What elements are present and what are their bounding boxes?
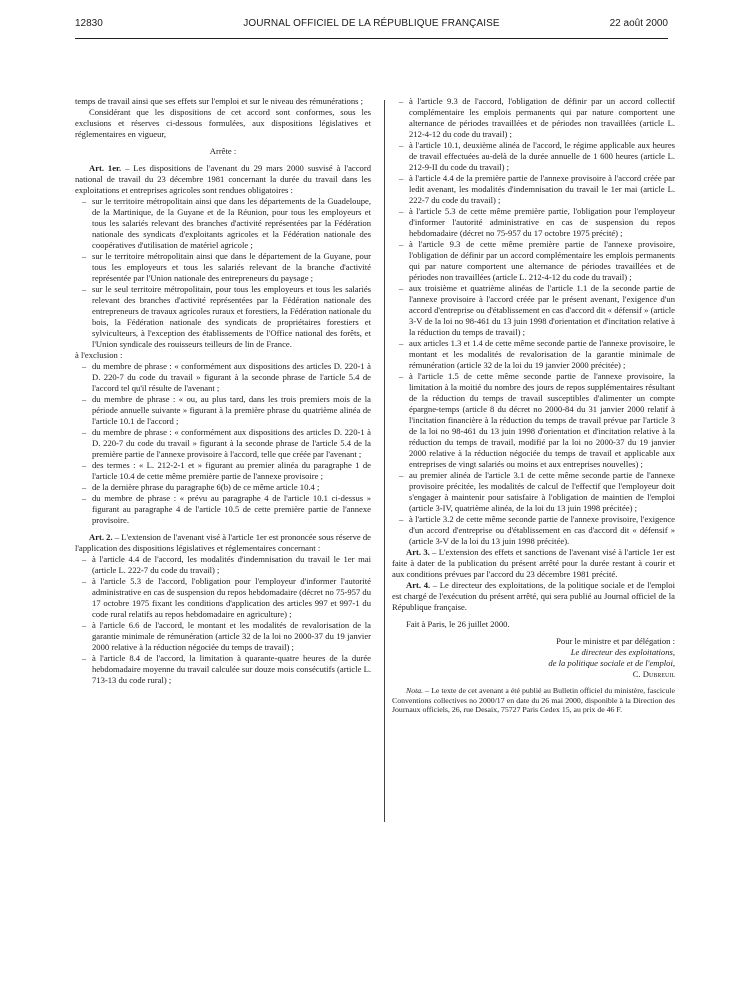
article-3-label: Art. 3. <box>406 547 430 557</box>
list-item: – à l'article 9.3 de cette même première partie de l'annexe provisoire, l'obligation de définir par un accord complémentaire les emplois permanents qui par nature comportent une alternance de périodes travaillées et de périodes non travaillées (article L. 212-4-12 du code du travail) ; <box>392 239 675 283</box>
article-2-label: Art. 2. <box>89 532 113 542</box>
left-column <box>75 96 371 686</box>
article-2-text: – L'extension de l'avenant visé à l'article 1er est prononcée sous réserve de l'application des dispositions législatives et réglementaires concernant : <box>75 532 371 553</box>
signature-title: Le directeur des exploitations, <box>570 647 675 657</box>
exclusion-list <box>75 361 371 526</box>
article-4-text: – Le directeur des exploitations, de la politique sociale et de l'emploi est chargé de l'exécution du présent arrêté, qui sera publié au Journal officiel de la République française. <box>392 580 675 612</box>
article-3-text: – L'extension des effets et sanctions de l'avenant visé à l'article 1er est faite à dater de la publication du présent arrêté pour la durée restant à courir et aux conditions prévues par l'accord du 23 décembre 1981 précité. <box>392 547 675 579</box>
list-item: – à l'article 5.3 de l'accord, l'obligation pour l'employeur d'informer l'autorité administrative en cas de suspension du repos hebdomadaire (décret no 75-957 du 17 octobre 1975 fixant les conditions d'application des articles 997 et 997-1 du code rural relatifs au repos hebdomadaire en agriculture) ; <box>75 576 371 620</box>
list-item: – aux articles 1.3 et 1.4 de cette même seconde partie de l'annexe provisoire, le montant et les modalités de revalorisation de la garantie minimale de rémunération (article 32 de la loi du 19 janvier 2000 précitée) ; <box>392 338 675 371</box>
page-number: 12830 <box>75 18 103 29</box>
nota <box>392 686 675 715</box>
list-item: – à l'article 5.3 de cette même première partie, l'obligation pour l'employeur d'informer l'autorité administrative en cas de suspension du repos hebdomadaire (décret no 75-957 du 17 octobre 1975 précité) ; <box>392 206 675 239</box>
right-column <box>392 96 675 715</box>
paragraph: temps de travail ainsi que ses effets sur l'emploi et sur le niveau des rémunérations ; <box>75 96 364 106</box>
article-2-list <box>75 554 371 686</box>
list-item: – à l'article 1.5 de cette même seconde partie de l'annexe provisoire, la limitation à la moitié du nombre des jours de repos supplémentaires résultant de la réduction du temps de travail susceptibles d'alimenter un compte épargne-temps (article 8 du décret no 2000-84 du 31 janvier 2000 relatif à l'incitation financière à la réduction du temps de travail prévue par l'article 3 de la loi no 98-461 du 13 juin 1998 d'orientation et d'incitation relative à la réduction du temps de travail, modifié par la loi no 2000-37 du 19 janvier 2000 relative à la réduction négociée du temps de travail et applicable aux entreprises de vingt salariés ou moins et aux entreprises nouvelles) ; <box>392 371 675 470</box>
list-item: – à l'article 9.3 de l'accord, l'obligation de définir par un accord collectif complémentaire les emplois permanents qui par nature comportent une alternance de périodes travaillées et de périodes non travaillées (article L. 212-4-12 du code du travail) ; <box>392 96 675 140</box>
article-3 <box>392 547 675 580</box>
issue-date: 22 août 2000 <box>609 18 668 29</box>
article-4 <box>392 580 675 613</box>
column-divider <box>384 100 385 822</box>
article-4-label: Art. 4. <box>406 580 431 590</box>
paragraph-considerant: Considérant que les dispositions de cet accord sont conformes, sous les exclusions et réserves ci-dessous formulées, aux dispositions législatives et réglementaires en vigueur, <box>75 107 371 139</box>
list-item: – à l'article 6.6 de l'accord, le montant et les modalités de revalorisation de la garantie minimale de rémunération (article 32 de la loi no 2000-37 du 19 janvier 2000 relative à la réduction négociée du temps de travail) ; <box>75 620 371 653</box>
list-item: – à l'article 3.2 de cette même seconde partie de l'annexe provisoire, l'exigence d'un accord d'entreprise ou d'établissement en cas d'accord dit « défensif » (article 3-V de la loi du 13 juin 1998 précitée). <box>392 514 675 547</box>
list-item: – au premier alinéa de l'article 3.1 de cette même seconde partie de l'annexe provisoire précitée, les modalités de calcul de l'effectif que l'employeur doit s'engager à maintenir pour satisfaire à l'obligation de maintien de l'emploi (article 3-IV, quatrième alinéa, de la loi du 13 juin 1998 précitée) ; <box>392 470 675 514</box>
article-1-list <box>75 196 371 350</box>
list-item: – du membre de phrase : « prévu au paragraphe 4 de l'article 10.1 ci-dessus » figurant au paragraphe 4 de l'article 10.5 de cette première partie de l'annexe provisoire. <box>75 493 371 526</box>
list-item: – sur le territoire métropolitain ainsi que dans le département de la Guyane, pour tous les employeurs et tous les salariés relevant de la branche d'activité représentée par l'Union nationale des entrepreneurs du paysage ; <box>75 251 371 284</box>
article-1-label: Art. 1er. <box>89 163 122 173</box>
list-item: – à l'article 4.4 de la première partie de l'annexe provisoire à l'accord créée par ledit avenant, les modalités d'indemnisation du travail le 1er mai (article L. 222-7 du code du travail) ; <box>392 173 675 206</box>
article-2 <box>75 532 371 554</box>
header-rule <box>75 38 668 39</box>
nota-label: Nota. <box>406 686 424 695</box>
article-1-text: – Les dispositions de l'avenant du 29 mars 2000 susvisé à l'accord national de travail du 23 décembre 1981 concernant la durée du travail dans les exploitations et entreprises agricoles sont rendues obligatoires : <box>75 163 371 195</box>
list-item: – aux troisième et quatrième alinéas de l'article 1.1 de la seconde partie de l'annexe provisoire à l'accord créée par le présent avenant, l'exigence d'un accord d'entreprise ou d'établissement en cas d'accord dit « défensif » (article 3-V de la loi no 98-461 du 13 juin 1998 d'orientation et d'incitation relative à la réduction du temps de travail) ; <box>392 283 675 338</box>
arrete-heading: Arrête : <box>209 146 237 156</box>
list-item: – à l'article 4.4 de l'accord, les modalités d'indemnisation du travail le 1er mai (article L. 222-7 du code du travail) ; <box>75 554 371 576</box>
list-item: – à l'article 10.1, deuxième alinéa de l'accord, le régime applicable aux heures de travail effectuées au-delà de la durée annuelle de 1 600 heures (article L. 212-9-II du code du travail) ; <box>392 140 675 173</box>
signature-title: de la politique sociale et de l'emploi, <box>548 658 675 668</box>
nota-text: – Le texte de cet avenant a été publié au Bulletin officiel du ministère, fascicule Conventions collectives no 2000/17 en date du 26 mai 2000, disponible à la Direction des Journaux officiels, 26, rue Desaix, 75727 Paris Cedex 15, au prix de 46 F. <box>392 686 675 714</box>
list-item: – des termes : « L. 212-2-1 et » figurant au premier alinéa du paragraphe 1 de l'article 10.4 de cette même première partie de l'annexe provisoire ; <box>75 460 371 482</box>
article-1 <box>75 163 371 196</box>
signature-line: Pour le ministre et par délégation : <box>556 636 675 646</box>
exclusion-intro: à l'exclusion : <box>75 350 123 360</box>
list-item: – à l'article 8.4 de l'accord, la limitation à quarante-quatre heures de la durée hebdomadaire moyenne du travail calculée sur douze mois consécutifs (article L. 713-13 du code rural) ; <box>75 653 371 686</box>
signature-name: C. Dubreuil <box>632 669 675 679</box>
list-item: – du membre de phrase : « ou, au plus tard, dans les trois premiers mois de la période annuelle suivante » figurant à la première phrase du quatrième alinéa de l'article 10.1 de l'accord ; <box>75 394 371 427</box>
article-2-list-continued <box>392 96 675 547</box>
fait-a-paris: Fait à Paris, le 26 juillet 2000. <box>406 619 510 629</box>
page-header <box>75 18 668 32</box>
list-item: – du membre de phrase : « conformément aux dispositions des articles D. 220-1 à D. 220-7 du code du travail » figurant à la seconde phrase de l'article 5.4 de l'accord tel qu'il résulte de l'avenant ; <box>75 361 371 394</box>
list-item: – de la dernière phrase du paragraphe 6(b) de ce même article 10.4 ; <box>75 482 371 493</box>
journal-title: JOURNAL OFFICIEL DE LA RÉPUBLIQUE FRANÇAISE <box>243 18 500 29</box>
list-item: – sur le seul territoire métropolitain, pour tous les employeurs et tous les salariés relevant des branches d'activité représentées par la Fédération nationale des entrepreneurs de travaux agricoles ruraux et forestiers, la Fédération nationale du bois, la Fédération nationale des syndicats de propriétaires forestiers et sylviculteurs, à l'exception des établissements de l'Office national des forêts, et l'Union syndicale des rouisseurs teilleurs de lin de France. <box>75 284 371 350</box>
list-item: – sur le territoire métropolitain ainsi que dans les départements de la Guadeloupe, de la Martinique, de la Guyane et de la Réunion, pour tous les employeurs et tous les salariés relevant des branches d'activité représentées par la Fédération nationale des syndicats d'exploitants agricoles et la Fédération nationale des coopératives d'utilisation de matériel agricole ; <box>75 196 371 251</box>
list-item: – du membre de phrase : « conformément aux dispositions des articles D. 220-1 à D. 220-7 du code du travail » figurant à la seconde phrase de l'article 5.4 de la première partie de l'annexe provisoire à l'accord, telle que créée par l'avenant ; <box>75 427 371 460</box>
signature-block <box>392 636 675 680</box>
